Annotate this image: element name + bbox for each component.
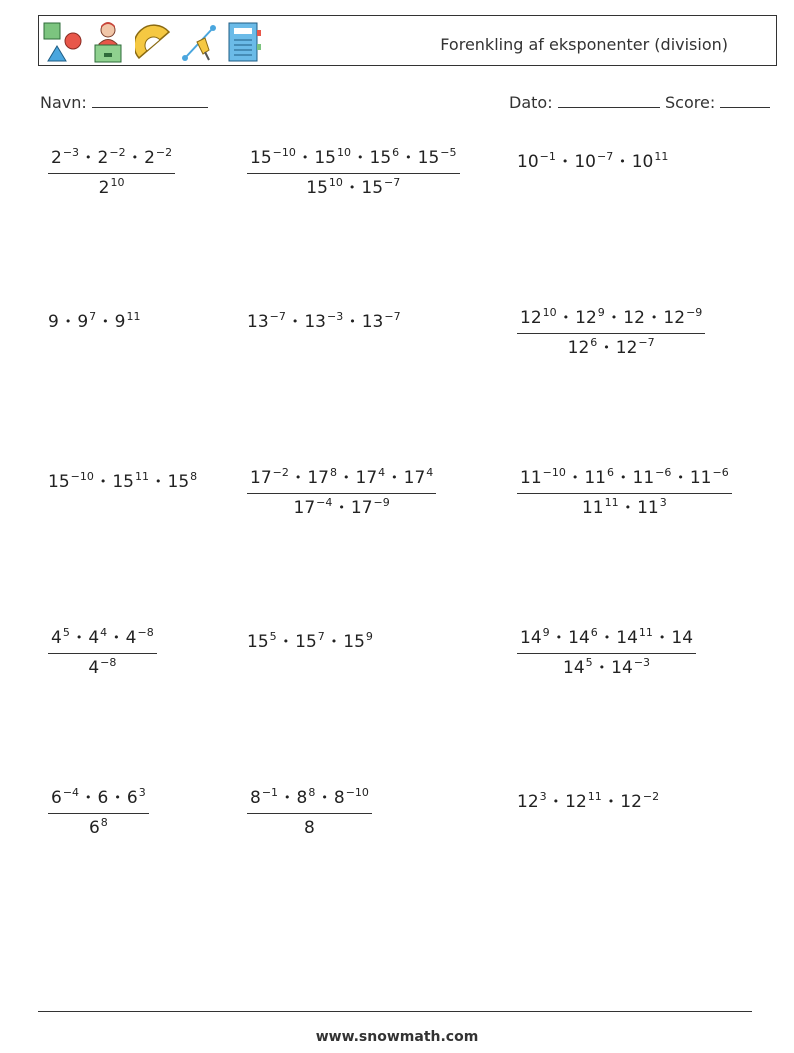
power-term — [620, 792, 659, 812]
power-term — [250, 788, 278, 808]
exercise-11 — [247, 628, 373, 652]
power-term — [98, 788, 109, 808]
exponent: −9 — [686, 306, 703, 319]
multiply-dot: • — [555, 631, 563, 644]
fraction — [247, 788, 372, 838]
base: 15 — [369, 148, 392, 168]
numerator — [247, 788, 372, 814]
fraction — [517, 628, 696, 678]
base: 12 — [615, 338, 638, 358]
base: 4 — [51, 628, 62, 648]
power-term — [520, 628, 550, 648]
base: 4 — [88, 628, 100, 648]
power-term — [690, 468, 729, 488]
base: 8 — [304, 818, 315, 838]
multiply-dot: • — [391, 471, 398, 484]
base: 14 — [671, 628, 694, 648]
exponent: −2 — [642, 790, 660, 803]
power-term — [247, 312, 286, 332]
exponent: 3 — [659, 496, 667, 509]
base: 2 — [98, 178, 110, 198]
power-term — [98, 148, 126, 168]
base: 9 — [48, 312, 59, 332]
base: 11 — [689, 468, 712, 488]
numerator — [517, 628, 696, 654]
base: 13 — [247, 312, 269, 332]
base: 10 — [631, 152, 654, 172]
power-term — [418, 148, 457, 168]
exponent: −7 — [597, 150, 614, 163]
multiply-dot: • — [155, 475, 162, 488]
power-term — [343, 632, 373, 652]
exercise-4 — [48, 308, 140, 332]
exponent: 6 — [392, 146, 400, 159]
base: 4 — [88, 658, 100, 678]
multiply-dot: • — [603, 631, 611, 644]
exercise-7 — [48, 468, 197, 492]
power-term — [144, 148, 172, 168]
denominator — [48, 814, 149, 838]
power-term — [51, 788, 79, 808]
exponent: 6 — [607, 466, 614, 479]
score-label: Score: — [665, 93, 716, 112]
numerator — [48, 788, 149, 814]
base: 17 — [307, 468, 329, 488]
exponent: −8 — [100, 656, 117, 669]
exponent: −7 — [384, 176, 401, 189]
exponent: −10 — [542, 466, 566, 479]
exercise-5 — [247, 308, 401, 332]
exponent: −4 — [316, 496, 333, 509]
power-term — [633, 468, 672, 488]
product-expression — [48, 468, 197, 492]
multiply-dot: • — [343, 471, 350, 484]
exponent: −5 — [440, 146, 457, 159]
base: 17 — [250, 468, 272, 488]
base: 10 — [517, 152, 539, 172]
multiply-dot: • — [610, 311, 618, 324]
exponent: −6 — [655, 466, 672, 479]
exercise-8 — [247, 468, 436, 518]
power-term — [306, 178, 343, 198]
base: 13 — [304, 312, 326, 332]
worksheet-header — [38, 15, 777, 66]
denominator — [517, 654, 696, 678]
multiply-dot: • — [607, 795, 615, 808]
base: 15 — [361, 178, 384, 198]
base: 9 — [114, 312, 126, 332]
multiply-dot: • — [113, 631, 120, 644]
exercise-2 — [247, 148, 460, 198]
exponent: 8 — [100, 816, 108, 829]
denominator — [517, 494, 732, 518]
exponent: −4 — [62, 786, 80, 799]
exponent: 7 — [89, 310, 97, 323]
power-term — [616, 338, 655, 358]
multiply-dot: • — [282, 635, 290, 648]
base: 15 — [112, 472, 134, 492]
power-term — [250, 468, 289, 488]
power-term — [404, 468, 434, 488]
multiply-dot: • — [405, 151, 412, 164]
power-term — [632, 152, 669, 172]
base: 2 — [51, 148, 62, 168]
base: 15 — [306, 178, 328, 198]
exponent: 4 — [378, 466, 386, 479]
power-term — [297, 788, 316, 808]
geometry-pen-icon — [179, 20, 219, 64]
multiply-dot: • — [291, 315, 299, 328]
exponent: 11 — [587, 790, 602, 803]
base: 15 — [314, 148, 336, 168]
base: 17 — [403, 468, 426, 488]
power-term — [307, 468, 337, 488]
multiply-dot: • — [603, 341, 610, 354]
exponent: 4 — [100, 626, 108, 639]
exponent: −1 — [261, 786, 279, 799]
exponent: 11 — [654, 150, 669, 163]
exponent: −10 — [272, 146, 296, 159]
multiply-dot: • — [677, 471, 684, 484]
exponent: −3 — [62, 146, 80, 159]
base: 12 — [620, 792, 642, 812]
exponent: 9 — [597, 306, 605, 319]
exponent: 11 — [604, 496, 619, 509]
power-term — [250, 148, 296, 168]
power-term — [314, 148, 351, 168]
base: 13 — [361, 312, 384, 332]
base: 8 — [250, 788, 261, 808]
power-term — [334, 788, 369, 808]
multiply-dot: • — [562, 311, 570, 324]
exponent: 9 — [542, 626, 550, 639]
power-term — [568, 628, 598, 648]
base: 14 — [568, 628, 590, 648]
multiply-dot: • — [75, 631, 83, 644]
product-expression — [247, 308, 401, 332]
exercise-15 — [517, 788, 659, 812]
base: 10 — [574, 152, 596, 172]
teacher-icon — [89, 20, 129, 64]
multiply-dot: • — [131, 151, 139, 164]
multiply-dot: • — [552, 795, 560, 808]
numerator — [247, 468, 436, 494]
exponent: −2 — [109, 146, 126, 159]
multiply-dot: • — [114, 791, 121, 804]
multiply-dot: • — [571, 471, 579, 484]
exponent: −3 — [327, 310, 344, 323]
exponent: 6 — [590, 336, 598, 349]
base: 11 — [637, 498, 659, 518]
notebook-icon — [225, 20, 265, 64]
exponent: −2 — [155, 146, 173, 159]
base: 11 — [632, 468, 655, 488]
base: 15 — [417, 148, 440, 168]
power-term — [89, 818, 108, 838]
exercise-14 — [247, 788, 372, 838]
multiply-dot: • — [650, 311, 658, 324]
exponent: 3 — [539, 790, 547, 803]
base: 6 — [88, 818, 100, 838]
multiply-dot: • — [321, 791, 328, 804]
base: 9 — [77, 312, 89, 332]
exponent: −6 — [712, 466, 729, 479]
multiply-dot: • — [85, 151, 92, 164]
multiply-dot: • — [619, 155, 626, 168]
multiply-dot: • — [294, 471, 302, 484]
base: 14 — [563, 658, 585, 678]
power-term — [623, 308, 645, 328]
footer-url: www.snowmath.com — [315, 1029, 479, 1045]
power-term — [663, 308, 702, 328]
power-term — [370, 148, 400, 168]
exponent: 8 — [330, 466, 337, 479]
base: 8 — [296, 788, 308, 808]
exponent: 7 — [317, 630, 325, 643]
numerator — [517, 468, 732, 494]
power-term — [99, 178, 125, 198]
base: 17 — [350, 498, 373, 518]
power-term — [575, 308, 605, 328]
exponent: 10 — [328, 176, 343, 189]
base: 12 — [517, 792, 539, 812]
power-term — [51, 148, 79, 168]
power-term — [126, 628, 154, 648]
base: 15 — [247, 632, 269, 652]
base: 11 — [581, 498, 604, 518]
exponent: 6 — [590, 626, 598, 639]
power-term — [115, 312, 141, 332]
base: 14 — [611, 658, 633, 678]
multiply-dot: • — [658, 631, 666, 644]
power-term — [304, 312, 343, 332]
denominator — [48, 174, 175, 198]
worksheet-title: Forenkling af eksponenter (division) — [440, 35, 728, 54]
exponent: 5 — [269, 630, 277, 643]
base: 6 — [51, 788, 62, 808]
exponent: 10 — [110, 176, 125, 189]
power-term — [51, 628, 70, 648]
multiply-dot: • — [330, 635, 338, 648]
numerator — [48, 628, 157, 654]
power-term — [520, 308, 557, 328]
power-term — [568, 338, 598, 358]
power-term — [295, 632, 325, 652]
exercise-6 — [517, 308, 705, 358]
power-term — [351, 498, 390, 518]
exponent: 4 — [426, 466, 434, 479]
fraction — [247, 468, 436, 518]
multiply-dot: • — [338, 501, 345, 514]
power-term — [563, 658, 593, 678]
base: 2 — [144, 148, 155, 168]
power-term — [361, 178, 400, 198]
multiply-dot: • — [99, 475, 107, 488]
exponent: 5 — [62, 626, 70, 639]
exercise-13 — [48, 788, 149, 838]
numerator — [48, 148, 175, 174]
multiply-dot: • — [301, 151, 309, 164]
power-term — [112, 472, 149, 492]
power-term — [127, 788, 146, 808]
denominator — [247, 174, 460, 198]
base: 14 — [616, 628, 638, 648]
score-field — [665, 93, 770, 112]
power-term — [294, 498, 333, 518]
numerator — [247, 148, 460, 174]
date-blank[interactable] — [558, 93, 660, 108]
denominator — [48, 654, 157, 678]
power-term — [637, 498, 667, 518]
score-blank[interactable] — [720, 93, 770, 108]
exponent: −1 — [539, 150, 556, 163]
denominator — [247, 814, 372, 838]
base: 12 — [567, 338, 590, 358]
multiply-dot: • — [620, 471, 627, 484]
base: 12 — [520, 308, 542, 328]
shapes-icon — [42, 20, 82, 64]
multiply-dot: • — [102, 315, 109, 328]
fraction — [48, 628, 157, 678]
power-term — [611, 658, 650, 678]
date-label: Dato: — [509, 93, 553, 112]
exercise-9 — [517, 468, 732, 518]
base: 17 — [293, 498, 316, 518]
numerator — [517, 308, 705, 334]
base: 12 — [623, 308, 645, 328]
multiply-dot: • — [64, 315, 72, 328]
base: 12 — [575, 308, 597, 328]
power-term — [88, 658, 116, 678]
exponent: 11 — [126, 310, 141, 323]
fraction — [517, 468, 732, 518]
multiply-dot: • — [561, 155, 569, 168]
power-term — [77, 312, 96, 332]
power-term — [582, 498, 619, 518]
power-term — [88, 628, 107, 648]
fraction — [48, 788, 149, 838]
power-term — [520, 468, 566, 488]
base: 15 — [250, 148, 272, 168]
exponent: 8 — [190, 470, 198, 483]
exponent: −10 — [70, 470, 94, 483]
multiply-dot: • — [284, 791, 291, 804]
date-field — [509, 93, 660, 112]
base: 15 — [167, 472, 190, 492]
base: 11 — [520, 468, 542, 488]
product-expression — [247, 628, 373, 652]
exponent: 10 — [337, 146, 351, 159]
power-term — [304, 818, 315, 838]
base: 15 — [343, 632, 365, 652]
exercise-12 — [517, 628, 696, 678]
base: 15 — [295, 632, 317, 652]
power-term — [517, 152, 556, 172]
exponent: −7 — [269, 310, 286, 323]
product-expression — [48, 308, 140, 332]
denominator — [517, 334, 705, 358]
power-term — [671, 628, 693, 648]
power-term — [48, 472, 94, 492]
exponent: 8 — [308, 786, 316, 799]
power-term — [517, 792, 547, 812]
exponent: −7 — [638, 336, 655, 349]
power-term — [584, 468, 614, 488]
exercise-3 — [517, 148, 668, 172]
exercise-10 — [48, 628, 157, 678]
base: 6 — [126, 788, 138, 808]
exponent: −3 — [633, 656, 651, 669]
multiply-dot: • — [85, 791, 92, 804]
base: 15 — [48, 472, 70, 492]
multiply-dot: • — [348, 181, 356, 194]
power-term — [574, 152, 613, 172]
base: 2 — [97, 148, 109, 168]
product-expression — [517, 148, 668, 172]
power-term — [362, 312, 401, 332]
fraction — [247, 148, 460, 198]
exponent: 10 — [542, 306, 557, 319]
exponent: −7 — [384, 310, 401, 323]
base: 8 — [333, 788, 345, 808]
exponent: −9 — [373, 496, 390, 509]
protractor-icon — [135, 20, 175, 64]
base: 4 — [125, 628, 137, 648]
exponent: −8 — [137, 626, 154, 639]
exponent: 5 — [585, 656, 593, 669]
footer-divider — [38, 1011, 752, 1012]
power-term — [356, 468, 386, 488]
exponent: −10 — [345, 786, 369, 799]
base: 6 — [97, 788, 109, 808]
multiply-dot: • — [357, 151, 364, 164]
name-field — [40, 93, 208, 112]
exponent: 3 — [138, 786, 146, 799]
power-term — [616, 628, 653, 648]
exponent: 11 — [638, 626, 653, 639]
exponent: 11 — [135, 470, 149, 483]
power-term — [48, 312, 59, 332]
base: 17 — [355, 468, 378, 488]
power-term — [168, 472, 198, 492]
product-expression — [517, 788, 659, 812]
power-term — [247, 632, 277, 652]
exponent: −2 — [272, 466, 289, 479]
fraction — [517, 308, 705, 358]
power-term — [565, 792, 602, 812]
fraction — [48, 148, 175, 198]
multiply-dot: • — [624, 501, 632, 514]
exponent: 9 — [365, 630, 373, 643]
base: 12 — [663, 308, 686, 328]
exercise-1 — [48, 148, 175, 198]
multiply-dot: • — [349, 315, 356, 328]
base: 12 — [565, 792, 587, 812]
multiply-dot: • — [598, 661, 606, 674]
name-label: Navn: — [40, 93, 87, 112]
base: 14 — [520, 628, 542, 648]
denominator — [247, 494, 436, 518]
base: 11 — [584, 468, 606, 488]
name-blank[interactable] — [92, 93, 208, 108]
